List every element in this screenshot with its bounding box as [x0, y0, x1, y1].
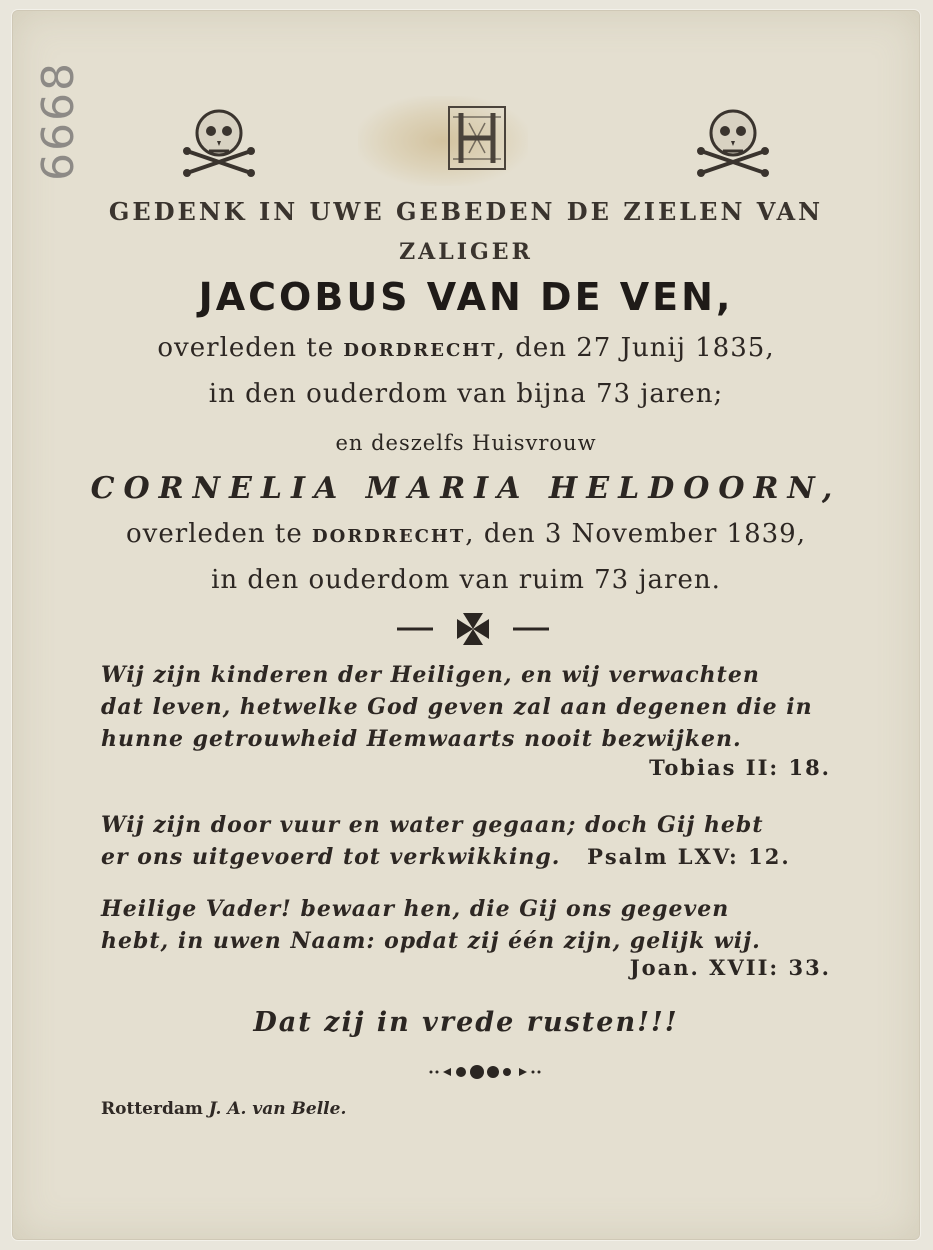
- printer-city: Rotterdam: [101, 1099, 203, 1119]
- skull-crossbones-icon: [179, 103, 259, 179]
- verse-2-reference: Psalm LXV: 12.: [587, 844, 791, 869]
- handwritten-number: 6668: [33, 61, 84, 181]
- verse-line-text: er ons uitgevoerd tot verkwikking.: [101, 844, 561, 870]
- person1-died-prefix: overleden te: [157, 333, 335, 363]
- cross-divider-icon: [393, 611, 553, 647]
- verse-line: [101, 841, 861, 873]
- closing-prayer: Dat zij in vrede rusten!!!: [253, 1007, 679, 1038]
- printer-imprint: [101, 1099, 346, 1119]
- skull-crossbones-icon: [693, 103, 773, 179]
- verse-line: Wij zijn door vuur en water gegaan; doch Gij hebt: [101, 812, 764, 838]
- spouse-line: en deszelfs Huisvrouw: [335, 431, 597, 455]
- person2-died-date: , den 3 November 1839,: [465, 519, 806, 549]
- verse-2: [101, 809, 861, 873]
- heading: GEDENK IN UWE GEBEDEN DE ZIELEN VAN: [108, 197, 824, 226]
- person2-death-line: [13, 519, 919, 549]
- person1-name: JACOBUS VAN DE VEN,: [198, 275, 734, 319]
- person2-age-line: in den ouderdom van ruim 73 jaren.: [211, 565, 721, 595]
- person1-death-line: [13, 333, 919, 363]
- person1-died-date: , den 27 Junij 1835,: [496, 333, 775, 363]
- verse-line: hunne getrouwheid Hemwaarts nooit bezwijken.: [101, 726, 742, 752]
- ornament-icon: [425, 1061, 545, 1083]
- person2-place: DORDRECHT: [312, 526, 466, 547]
- memorial-card: [12, 10, 920, 1240]
- verse-1: [101, 659, 861, 755]
- person2-name: CORNELIA MARIA HELDOORN,: [90, 471, 842, 506]
- verse-3: [101, 893, 861, 957]
- verse-line: hebt, in uwen Naam: opdat zij één zijn, gelijk wij.: [101, 928, 761, 954]
- verse-line: dat leven, hetwelke God geven zal aan degenen die in: [101, 694, 813, 720]
- person1-place: DORDRECHT: [343, 340, 497, 361]
- monogram-icon: [445, 103, 509, 173]
- verse-line: Heilige Vader! bewaar hen, die Gij ons gegeven: [101, 896, 730, 922]
- printer-name: J. A. van Belle.: [208, 1099, 347, 1119]
- verse-line: Wij zijn kinderen der Heiligen, en wij verwachten: [101, 662, 760, 688]
- zaliger-label: ZALIGER: [399, 239, 533, 265]
- verse-3-reference: Joan. XVII: 33.: [629, 955, 831, 980]
- person2-died-prefix: overleden te: [126, 519, 303, 549]
- verse-1-reference: Tobias II: 18.: [649, 755, 831, 780]
- person1-age-line: in den ouderdom van bijna 73 jaren;: [208, 379, 724, 409]
